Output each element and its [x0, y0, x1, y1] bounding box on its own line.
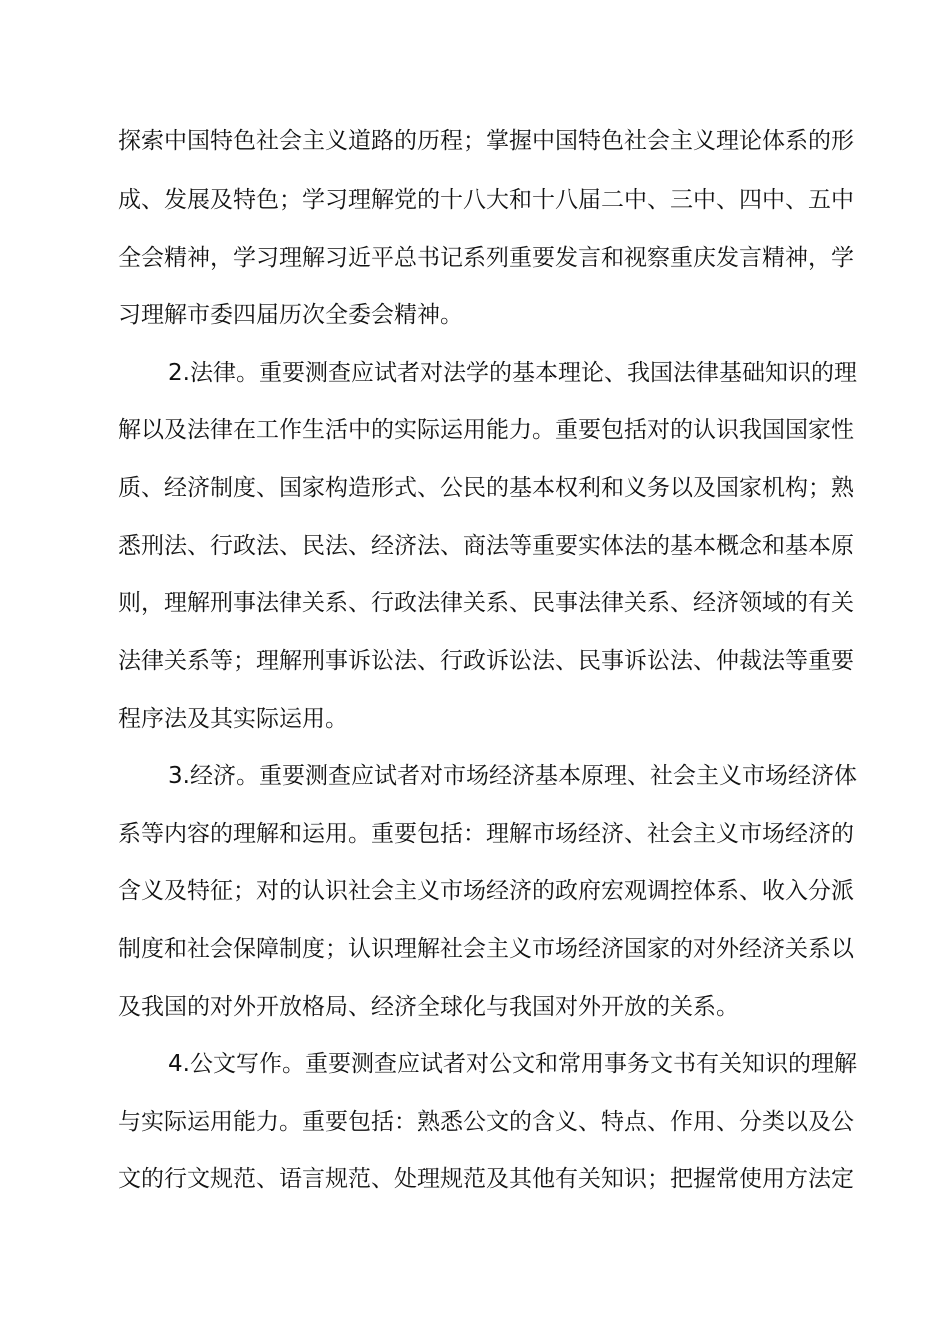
text-line: 含义及特征；对的认识社会主义市场经济的政府宏观调控体系、收入分派: [118, 878, 854, 904]
text-line: 习理解市委四届历次全委会精神。: [118, 302, 463, 328]
paragraph-first-line: 2.法律。重要测查应试者对法学的基本理论、我国法律基础知识的理: [168, 360, 857, 386]
text-line: 文的行文规范、语言规范、处理规范及其他有关知识；把握常使用方法定: [118, 1166, 854, 1192]
text-line: 制度和社会保障制度；认识理解社会主义市场经济国家的对外经济关系以: [118, 936, 854, 962]
text-line: 探索中国特色社会主义道路的历程；掌握中国特色社会主义理论体系的形: [118, 128, 854, 154]
text-line: 全会精神，学习理解习近平总书记系列重要发言和视察重庆发言精神，学: [118, 245, 854, 271]
text-line: 解以及法律在工作生活中的实际运用能力。重要包括对的认识我国国家性: [118, 417, 854, 443]
text-line: 成、发展及特色；学习理解党的十八大和十八届二中、三中、四中、五中: [118, 187, 854, 213]
text-line: 系等内容的理解和运用。重要包括：理解市场经济、社会主义市场经济的: [118, 821, 854, 847]
text-line: 及我国的对外开放格局、经济全球化与我国对外开放的关系。: [118, 994, 739, 1020]
paragraph-first-line: 4.公文写作。重要测查应试者对公文和常用事务文书有关知识的理解: [168, 1051, 857, 1077]
paragraph-first-line: 3.经济。重要测查应试者对市场经济基本原理、社会主义市场经济体: [168, 763, 857, 789]
text-line: 与实际运用能力。重要包括：熟悉公文的含义、特点、作用、分类以及公: [118, 1109, 854, 1135]
text-line: 程序法及其实际运用。: [118, 706, 348, 732]
text-line: 质、经济制度、国家构造形式、公民的基本权利和义务以及国家机构；熟: [118, 475, 854, 501]
text-line: 法律关系等；理解刑事诉讼法、行政诉讼法、民事诉讼法、仲裁法等重要: [118, 648, 854, 674]
text-line: 则，理解刑事法律关系、行政法律关系、民事法律关系、经济领域的有关: [118, 590, 854, 616]
text-line: 悉刑法、行政法、民法、经济法、商法等重要实体法的基本概念和基本原: [118, 533, 854, 559]
